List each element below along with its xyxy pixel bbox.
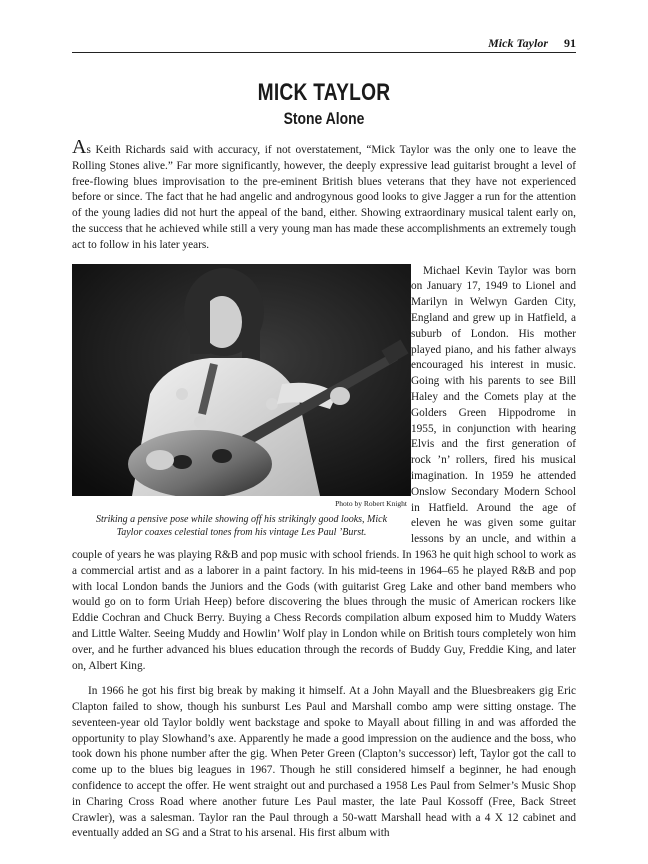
paragraph-intro-text: s Keith Richards said with accuracy, if not overstatement, “Mick Taylor was the only one to leave the Rolling Stones alive.” Far more significantly, however, the deeply expressive lead guitarist brought a level of free-flowing blues improvisation to the pre-eminent British blues veterans that they have not experienced before or since. The fact that he had angelic and androgynous good looks to give Jagger a run for the attention of the young ladies did not hurt the appeal of the band, either. Showing extraordinary musical talent early on, the success that he achieved while still a very young man has made these accomplishments an extremely tough act to follow in his later years. [72, 144, 576, 251]
photo-caption: Striking a pensive pose while showing off his strikingly good looks, Mick Taylor coaxes celestial tones from his vintage Les Paul ’Burst. [95, 513, 388, 539]
running-title: Mick Taylor [488, 36, 548, 50]
drop-cap: A [72, 136, 87, 158]
article-subtitle: Stone Alone [283, 109, 365, 128]
paragraph-early-life: Michael Kevin Taylor was born on January 17, 1949 to Lionel and Marilyn in Welwyn Garden City, England and grew up in Hatfield, a suburb of London. His mother played piano, and his father always encouraged his interest in music. Going with his parents to see Bill Haley and the Comets play at the Golders Green Hippodrome in 1955, in conjunction with hearing Elvis and the first generation of rock ’n’ rollers, fired his musical imagination. In 1959 he attended Onslow Secondary Modern School in Hatfield. Around the age of eleven he was given some guitar lessons by an uncle, and within a couple of years he was playing R&B and pop music with school friends. In 1963 he quit high school to work as a commercial artist and as a laborer in a paint factory. In his mid-teens in 1964–65 he played R&B and pop with local London bands the Juniors and the Gods (with guitarist Greg Lake and other band members who would go on to form Uriah Heep) before discovering the blues through the music of American rockers like Eddie Cochran and Chuck Berry. Buying a Chess Records compilation album exposed him to Muddy Waters and Little Walter. Seeing Muddy and Howlin’ Wolf play in London while on British tours completely won him over, and he further advanced his blues education through the records of Buddy Guy, Freddie King, and later on, Albert King. [72, 264, 576, 672]
header-rule [72, 52, 576, 53]
article-body [72, 136, 576, 852]
photo-figure [72, 264, 411, 540]
page-number: 91 [564, 36, 576, 50]
guitarist-photo [72, 264, 411, 496]
running-header [72, 36, 576, 50]
article-title: MICK TAYLOR [257, 79, 391, 106]
photo-credit: Photo by Robert Knight [335, 498, 407, 508]
paragraph-intro [72, 136, 576, 254]
paragraph-big-break: In 1966 he got his first big break by making it himself. At a John Mayall and the Bluesbreakers gig Eric Clapton failed to show, though his sunburst Les Paul and Marshall combo amp were sitting onstage. The seventeen-year old Taylor boldly went backstage and spoke to Mayall about filling in and was afforded the opportunity to play Slowhand’s axe. Apparently he made a good impression on the audience and the boss, who took down his phone number after the gig. When Peter Green (Clapton’s successor) left, Taylor got the call to come up to the blues big leagues in 1967. Though he still considered himself a beginner, he had enough confidence to accept the offer. He went straight out and purchased a 1958 Les Paul from Selmer’s Music Shop in Charing Cross Road where another future Les Paul master, the late Paul Kossoff (Free, Back Street Crawler), was a salesman. Taylor ran the Paul through a 50-watt Marshall head with a 4 X 12 cabinet and eventually added an SG and a Strat to his arsenal. His first album with [72, 685, 576, 840]
